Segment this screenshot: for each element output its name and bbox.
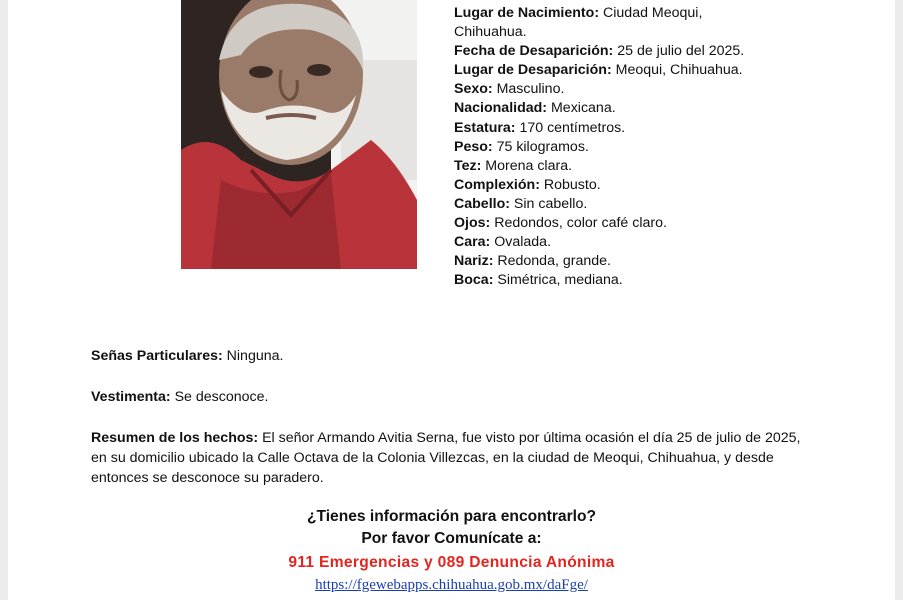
detail-mouth (454, 271, 834, 290)
detail-value: Morena clara. (485, 157, 573, 174)
detail-label: Tez: (454, 157, 482, 174)
detail-value: Mexicana. (550, 100, 616, 117)
detail-nationality (454, 99, 834, 118)
detail-label: Fecha de Desaparición: (454, 43, 614, 60)
senas-label: Señas Particulares: (91, 348, 223, 364)
detail-value: 75 kilogramos. (496, 138, 589, 155)
detail-eyes (454, 214, 834, 233)
detail-label: Complexión: (454, 176, 540, 193)
clothing (91, 387, 811, 407)
detail-label: Estatura: (454, 119, 516, 136)
detail-label: Ojos: (454, 215, 491, 232)
detail-disappearance-date (454, 42, 834, 61)
detail-build (454, 176, 834, 195)
detail-label: Lugar de Desaparición: (454, 62, 612, 79)
detail-value: 170 centímetros. (519, 119, 626, 136)
detail-hair (454, 195, 834, 214)
detail-label: Cara: (454, 234, 491, 251)
vestimenta-value: Se desconoce. (174, 389, 269, 405)
vestimenta-label: Vestimenta: (91, 389, 171, 405)
detail-value: Ovalada. (494, 234, 552, 251)
person-details (454, 4, 834, 290)
detail-label: Nacionalidad: (454, 100, 548, 117)
summary (91, 428, 811, 488)
detail-value: Sin cabello. (513, 195, 588, 212)
detail-value: Redonda, grande. (497, 253, 611, 270)
detail-value: Ciudad Meoqui, (603, 5, 703, 21)
resumen-label: Resumen de los hechos: (91, 430, 259, 446)
footer-question: ¿Tienes información para encontrarlo? (306, 508, 597, 525)
emergency-numbers: 911 Emergencias y 089 Denuncia Anónima (288, 554, 615, 571)
detail-disappearance-place (454, 61, 834, 80)
detail-label: Sexo: (454, 81, 493, 98)
detail-birthplace (454, 4, 834, 23)
detail-label: Boca: (454, 272, 494, 289)
detail-value: Redondos, color café claro. (494, 215, 667, 232)
detail-value: Robusto. (543, 176, 601, 193)
detail-value: 25 de julio del 2025. (617, 43, 745, 60)
report-link[interactable]: https://fgewebapps.chihuahua.gob.mx/daFge/ (315, 577, 588, 593)
detail-label: Peso: (454, 138, 493, 155)
detail-value: Simétrica, mediana. (497, 272, 623, 289)
footer-contact: Por favor Comunícate a: (361, 530, 542, 547)
detail-face (454, 233, 834, 252)
detail-birthplace-cont (454, 23, 834, 42)
missing-person-photo (181, 0, 417, 269)
detail-label: Nariz: (454, 253, 494, 270)
detail-label: Lugar de Nacimiento: (454, 5, 600, 21)
distinguishing-marks (91, 346, 811, 366)
detail-value: Chihuahua. (454, 24, 527, 41)
detail-label: Cabello: (454, 195, 510, 212)
resumen-value: El señor Armando Avitia Serna, fue visto por última ocasión el día 25 de julio de 2025, en su domicilio ubicado la Calle Octava de la Colonia Villezcas, en la ciudad de Meoqui, Chihuahua, y desde entonces se desconoce su paradero. (91, 430, 801, 486)
detail-nose (454, 252, 834, 271)
detail-weight (454, 138, 834, 157)
detail-value: Meoqui, Chihuahua. (615, 62, 743, 79)
detail-sex (454, 80, 834, 99)
detail-height (454, 119, 834, 138)
senas-value: Ninguna. (226, 348, 284, 364)
detail-skin (454, 157, 834, 176)
detail-value: Masculino. (496, 81, 565, 98)
